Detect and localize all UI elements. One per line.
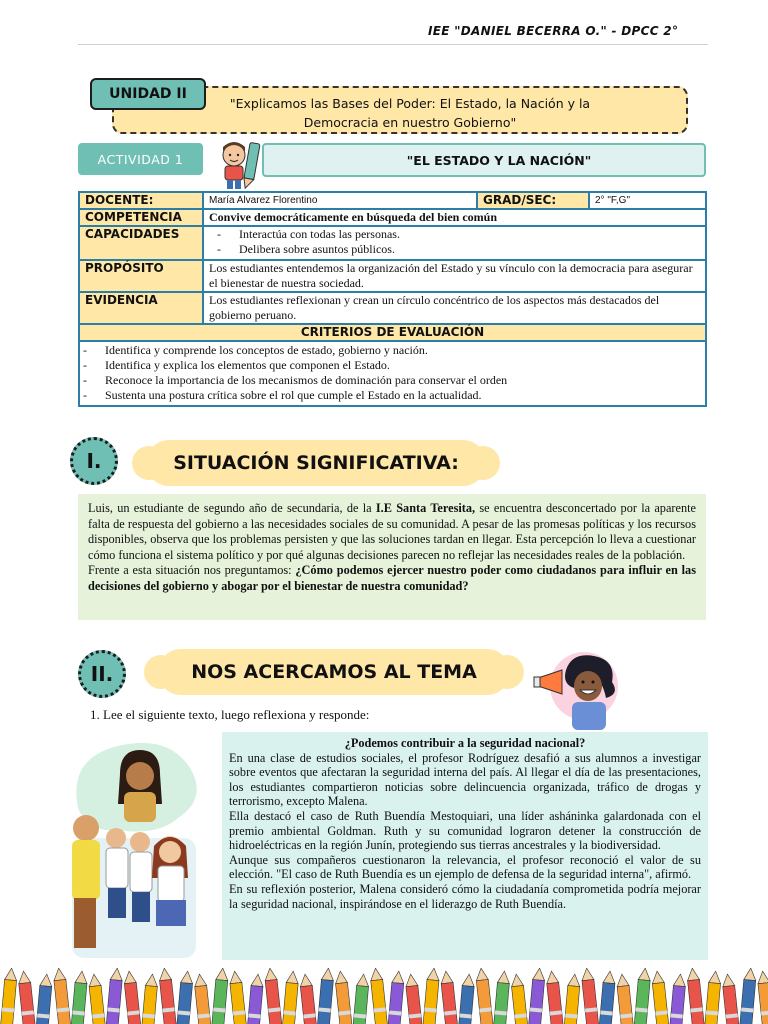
situacion-significativa-box [78,494,706,620]
criterio-item: - Sustenta una postura crítica sobre el rol que cumple el Estado en la actualidad. [85,388,700,403]
section-1-title: SITUACIÓN SIGNIFICATIVA: [146,440,486,486]
school-name: I.E Santa Teresita, [375,501,476,515]
competencia-label: COMPETENCIA [79,209,203,226]
criterio-item: - Identifica y comprende los conceptos de estado, gobierno y nación. [85,343,700,358]
grado-label: GRAD/SEC: [477,192,589,209]
grado-value: 2° "F,G" [589,192,706,209]
student-with-pencil-illustration [214,137,266,193]
evidencia-value: Los estudiantes reflexionan y crean un círculo concéntrico de los aspectos más destacados del gobierno peruano. [203,292,706,324]
docente-value: María Alvarez Florentino [203,192,477,209]
competencia-value: Convive democráticamente en búsqueda del bien común [203,209,706,226]
reading-paragraph-2: Ella destacó el caso de Ruth Buendía Mestoquiari, una líder asháninka galardonada con el premio ambiental Goldman. Ruth y su comunidad lograron detener la construcción de hidroeléctricas en la región Junín, protegiendo sus tierras ancestrales y la biodiversidad. [229,808,701,853]
reading-paragraph-1: En una clase de estudios sociales, el profesor Rodríguez desafió a sus alumnos a investigar sobre eventos que afectaran la seguridad interna del país. Al llegar el día de las presentaciones, los estudiantes compartieron noticias sobre delincuencia organizada, tráfico de drogas y terrorismo, excepto Malena. [229,750,701,809]
reading-instruction: 1. Lee el siguiente texto, luego reflexiona y responde: [90,707,370,722]
criterio-item: - Identifica y explica los elementos que componen el Estado. [85,358,700,373]
capacidades-label: CAPACIDADES [79,226,203,260]
header-divider [78,44,708,45]
reading-paragraph-4: En su reflexión posterior, Malena consideró cómo la ciudadanía comprometida podría mejorar la seguridad nacional, inspirándose en el liderazgo de Ruth Buendía. [229,881,701,911]
section-1-number: I. [70,437,118,485]
section-2-title: NOS ACERCAMOS AL TEMA [158,649,510,695]
guiding-question: ¿Cómo podemos ejercer nuestro poder como ciudadanos para influir en las decisiones del gobierno y abogar por el bienestar de nuestra comunidad? [88,563,696,593]
classroom-students-illustration [58,738,208,968]
capacidad-item: - Interactúa con todas las personas. [209,227,700,242]
unidad-label: UNIDAD II [90,78,206,110]
evidencia-label: EVIDENCIA [79,292,203,324]
reading-text-box [222,732,708,960]
pencils-border-decoration [0,968,768,1024]
capacidades-value [203,226,706,260]
actividad-title: "EL ESTADO Y LA NACIÓN" [262,143,706,177]
situacion-text: Luis, un estudiante de segundo año de secundaria, de la [88,501,376,515]
capacidad-item: - Delibera sobre asuntos públicos. [209,242,700,257]
proposito-value: Los estudiantes entendemos la organización del Estado y su vínculo con la democracia para asegurar el bienestar de nuestra sociedad. [203,260,706,292]
criterios-list [79,341,706,406]
criterio-item: - Reconoce la importancia de los mecanismos de dominación para conservar el orden [85,373,700,388]
docente-label: DOCENTE: [79,192,203,209]
activity-info-table [78,191,707,407]
reading-title: ¿Podemos contribuir a la seguridad nacional? [344,736,586,750]
section-2-number: II. [78,650,126,698]
reading-paragraph-3: Aunque sus compañeros cuestionaron la relevancia, el profesor reconoció el valor de su elección. "El caso de Ruth Buendía es un ejemplo de defensa de la seguridad interna", afirmó. [229,852,701,882]
situacion-text: se encuentra desconcertado por la aparente falta de respuesta del gobierno a las necesidades sociales de su comunidad. A pesar de las promesas políticas y los recursos disponibles, observa que los problemas persisten y que las soluciones tardan en llegar. Esta percepción lo lleva a cuestionar cómo funciona el sistema político y por qué algunas decisiones parecen no reflejar las necesidades reales de la población. [88,501,696,562]
situacion-text: Frente a esta situación nos preguntamos: [88,563,296,578]
actividad-label: ACTIVIDAD 1 [78,143,203,175]
situacion-paragraph-2 [88,563,696,594]
proposito-label: PROPÓSITO [79,260,203,292]
girl-megaphone-illustration [532,648,628,732]
unidad-title: "Explicamos las Bases del Poder: El Estado, la Nación y la Democracia en nuestro Gobierno" [112,86,688,134]
criterios-label: CRITERIOS DE EVALUACIÓN [79,324,706,341]
school-header: IEE "DANIEL BECERRA O." - DPCC 2° [428,24,679,38]
situacion-paragraph-1 [88,501,696,563]
